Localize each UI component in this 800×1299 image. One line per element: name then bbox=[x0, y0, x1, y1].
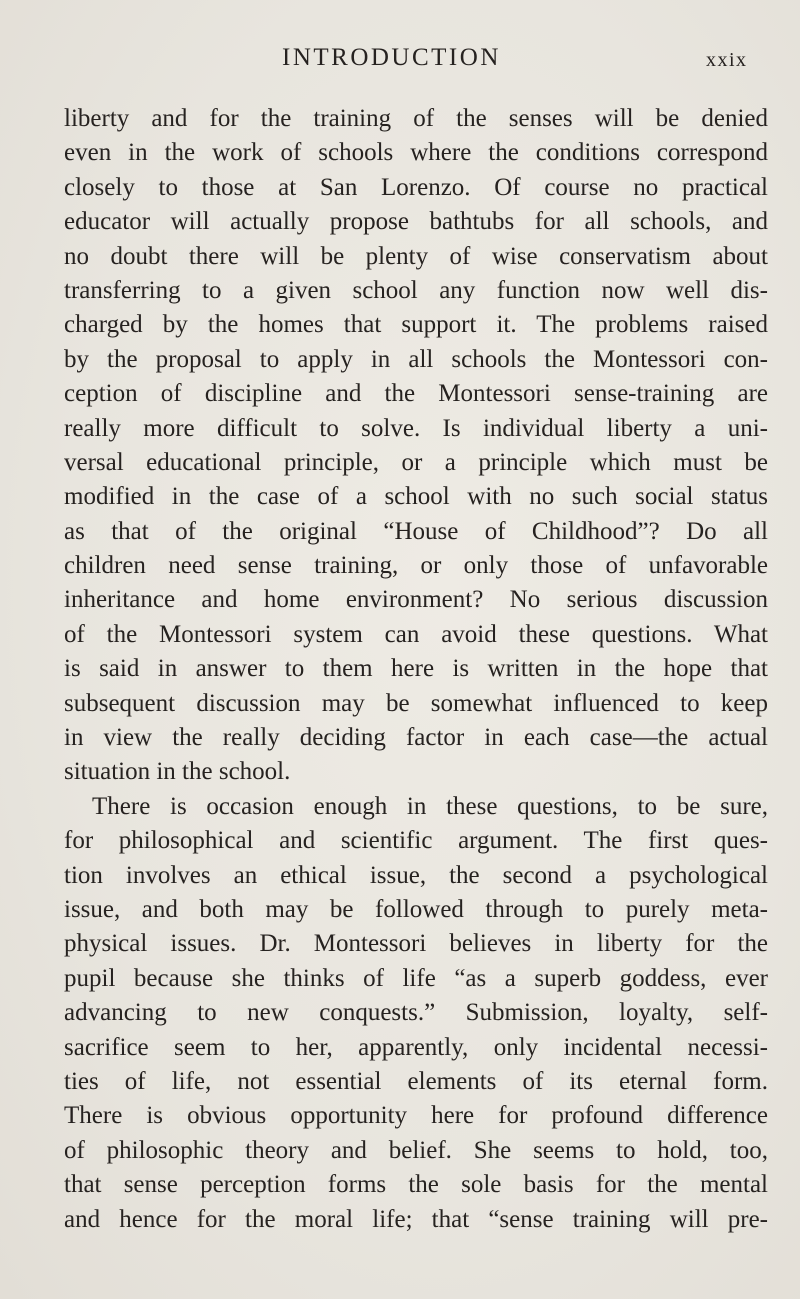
text-line: closely to those at San Lorenzo. Of course no practical bbox=[64, 173, 768, 201]
text-line: of the Montessori system can avoid these questions. What bbox=[64, 620, 768, 648]
body-text bbox=[64, 102, 768, 1237]
text-line: advancing to new conquests.” Submission, loyalty, self- bbox=[64, 999, 768, 1027]
text-line: There is occasion enough in these questions, to be sure, bbox=[92, 792, 768, 820]
text-line: educator will actually propose bathtubs for all schools, and bbox=[64, 208, 768, 236]
text-line: in view the really deciding factor in each case—the actual bbox=[64, 724, 768, 752]
text-line: by the proposal to apply in all schools the Montessori con- bbox=[64, 345, 768, 373]
text-line: no doubt there will be plenty of wise conservatism about bbox=[64, 242, 768, 270]
text-line: There is obvious opportunity here for profound difference bbox=[64, 1102, 768, 1130]
text-line: liberty and for the training of the senses will be denied bbox=[64, 105, 768, 132]
text-line: issue, and both may be followed through to purely meta- bbox=[64, 895, 768, 923]
text-line: physical issues. Dr. Montessori believes in liberty for the bbox=[64, 930, 768, 958]
page-number: xxix bbox=[706, 49, 748, 71]
text-line: subsequent discussion may be somewhat influenced to keep bbox=[64, 689, 768, 717]
text-line: modified in the case of a school with no such social status bbox=[64, 483, 768, 511]
text-line: children need sense training, or only those of unfavorable bbox=[64, 552, 768, 580]
text-line: and hence for the moral life; that “sense training will pre- bbox=[64, 1205, 768, 1233]
text-line: versal educational principle, or a principle which must be bbox=[64, 448, 768, 476]
text-line: that sense perception forms the sole basis for the mental bbox=[64, 1171, 768, 1199]
text-line: even in the work of schools where the conditions correspond bbox=[64, 139, 768, 167]
text-line: pupil because she thinks of life “as a superb goddess, ever bbox=[64, 964, 768, 992]
text-line: as that of the original “House of Childhood”? Do all bbox=[64, 517, 768, 545]
chapter-title: INTRODUCTION bbox=[282, 44, 501, 71]
text-line: ception of discipline and the Montessori sense-training are bbox=[64, 380, 768, 408]
text-line: of philosophic theory and belief. She seems to hold, too, bbox=[64, 1136, 768, 1164]
text-line: charged by the homes that support it. The problems raised bbox=[64, 311, 768, 339]
running-head bbox=[0, 38, 800, 78]
text-line: really more difficult to solve. Is individual liberty a uni- bbox=[64, 414, 768, 442]
text-line: is said in answer to them here is written in the hope that bbox=[64, 655, 768, 683]
text-line: ties of life, not essential elements of its eternal form. bbox=[64, 1067, 768, 1095]
text-line: sacrifice seem to her, apparently, only incidental necessi- bbox=[64, 1033, 768, 1061]
text-line: tion involves an ethical issue, the second a psychological bbox=[64, 861, 768, 889]
text-line: situation in the school. bbox=[64, 758, 291, 786]
text-line: inheritance and home environment? No serious discussion bbox=[64, 586, 768, 614]
text-line: transferring to a given school any function now well dis- bbox=[64, 276, 768, 304]
text-line: for philosophical and scientific argument. The first ques- bbox=[64, 827, 768, 855]
